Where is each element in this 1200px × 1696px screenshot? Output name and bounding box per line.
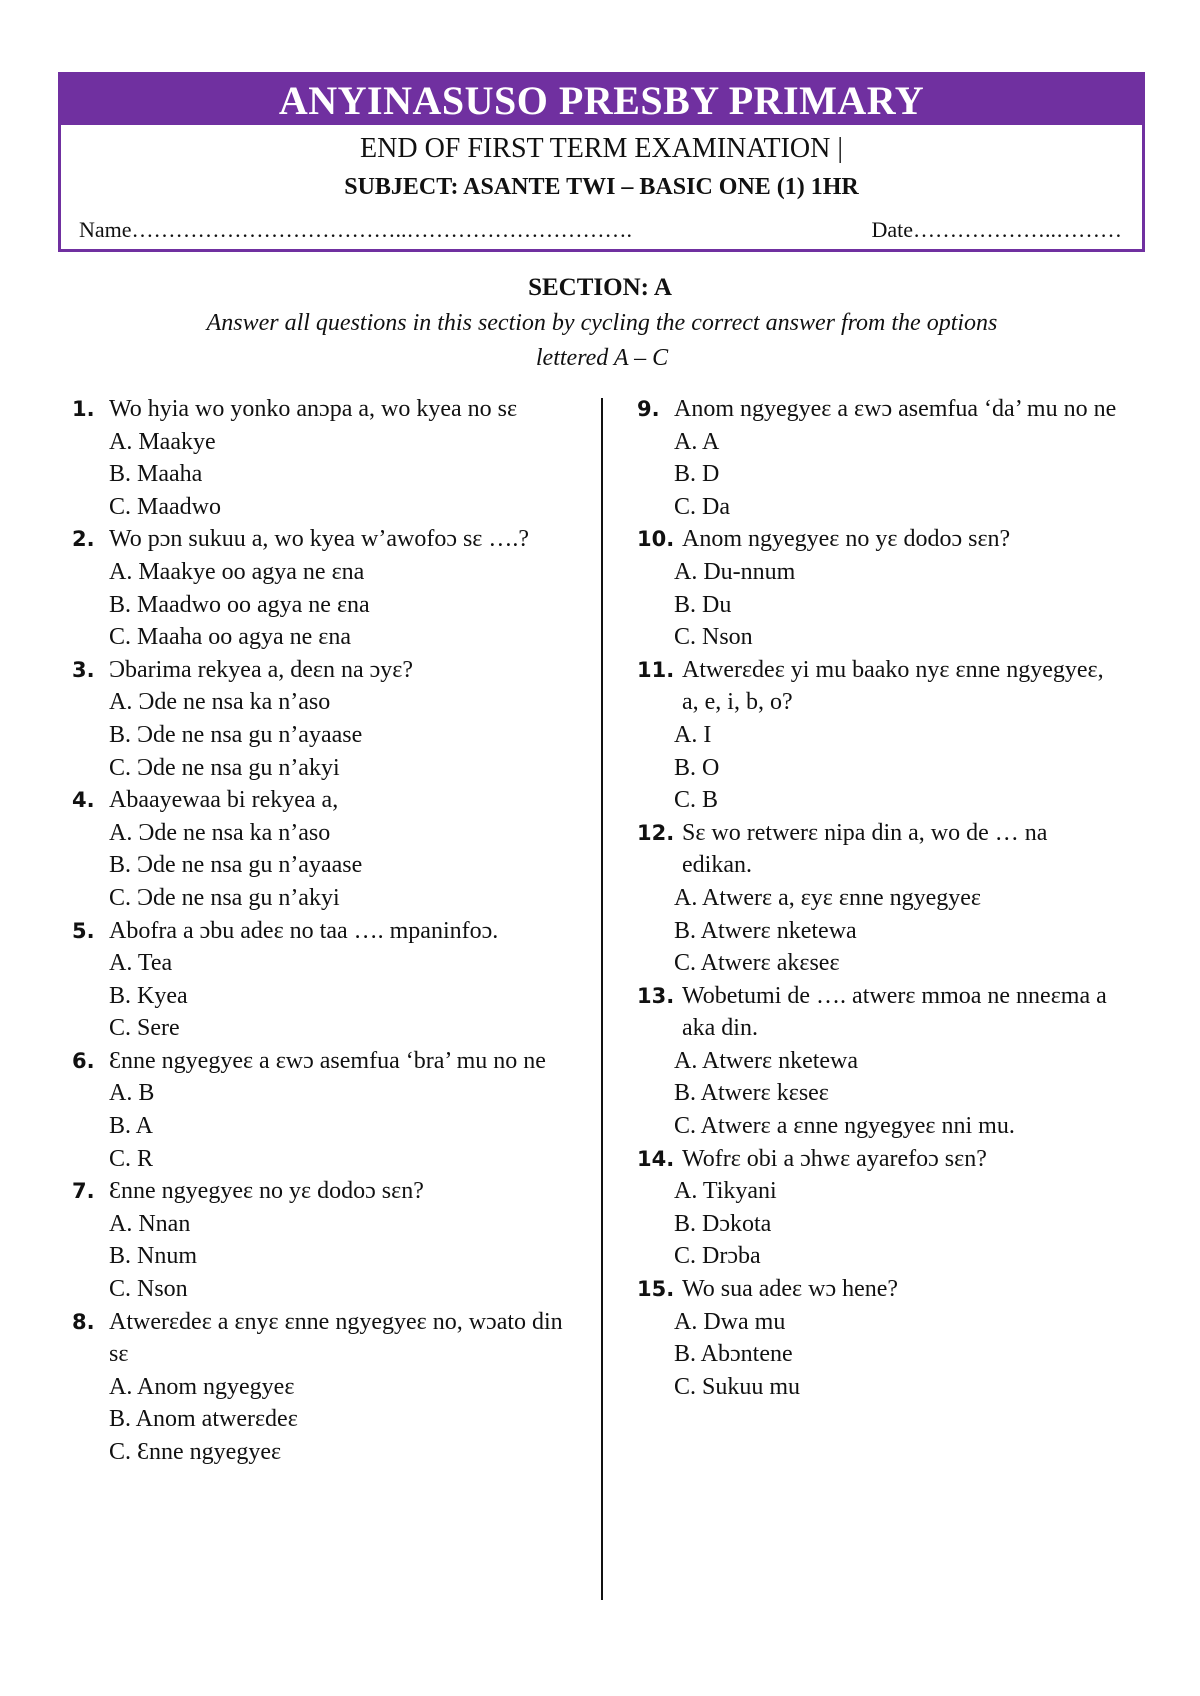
question-number: 7. xyxy=(72,1179,95,1204)
question-text: Anom ngyegyeɛ no yɛ dodoɔ sɛn? xyxy=(682,526,1011,553)
answer-option[interactable]: C. Ɔde ne nsa gu n’akyi xyxy=(109,754,340,781)
answer-option[interactable]: C. Sere xyxy=(109,1015,180,1042)
answer-option[interactable]: C. R xyxy=(109,1145,154,1172)
question-text: Wofrɛ obi a ɔhwɛ ayarefoɔ sɛn? xyxy=(682,1145,987,1172)
answer-option[interactable]: B. Atwerɛ kɛseɛ xyxy=(674,1080,829,1107)
answer-option[interactable]: B. Abɔntene xyxy=(674,1341,793,1368)
answer-option[interactable]: A. Atwerɛ nketewa xyxy=(674,1047,859,1074)
answer-option[interactable]: B. Dɔkota xyxy=(674,1210,772,1237)
answer-option[interactable]: A. Tikyani xyxy=(674,1178,777,1205)
question-text: Wo hyia wo yonko anɔpa a, wo kyea no sɛ xyxy=(109,396,518,422)
name-field: Name………………………………..…………………………. xyxy=(79,217,633,242)
answer-option[interactable]: A. I xyxy=(674,721,712,748)
question-row xyxy=(637,1143,1117,1176)
section-title: SECTION: A xyxy=(528,274,672,301)
question-number: 1. xyxy=(72,397,95,421)
question-row xyxy=(637,1273,1117,1306)
question-number: 9. xyxy=(637,397,660,421)
question-text: Wobetumi de …. atwerɛ mmoa ne nneɛma a aka din. xyxy=(682,982,1107,1042)
question-text: Abofra a ɔbu adeɛ no taa …. mpaninfoɔ. xyxy=(109,917,499,944)
question-item xyxy=(72,915,572,1045)
answer-option[interactable]: A. Anom ngyegyeɛ xyxy=(109,1373,295,1400)
question-row xyxy=(72,1045,572,1078)
answer-option[interactable]: C. Nson xyxy=(674,624,753,651)
question-row xyxy=(72,654,572,687)
question-item xyxy=(637,980,1117,1143)
question-number: 5. xyxy=(72,918,95,943)
question-item xyxy=(72,784,572,914)
question-text: Ɛnne ngyegyeɛ no yɛ dodoɔ sɛn? xyxy=(109,1178,424,1205)
exam-title: END OF FIRST TERM EXAMINATION | xyxy=(360,133,843,164)
answer-option[interactable]: A. Ɔde ne nsa ka n’aso xyxy=(109,689,331,716)
instruction-line-1: Answer all questions in this section by cycling the correct answer from the options xyxy=(206,310,998,336)
question-number: 11. xyxy=(637,657,675,682)
question-item xyxy=(637,1143,1117,1273)
question-row xyxy=(637,817,1117,882)
answer-option[interactable]: A. B xyxy=(109,1080,155,1107)
answer-option[interactable]: B. Atwerɛ nketewa xyxy=(674,917,857,944)
answer-option[interactable]: A. A xyxy=(674,428,720,455)
question-text: Wo pɔn sukuu a, wo kyea w’awofoɔ sɛ ….? xyxy=(109,526,530,553)
question-row xyxy=(637,654,1117,719)
question-row xyxy=(72,784,572,817)
question-row xyxy=(72,393,572,426)
answer-option[interactable]: C. Drɔba xyxy=(674,1243,761,1270)
question-number: 2. xyxy=(72,527,95,552)
answer-option[interactable]: B. Ɔde ne nsa gu n’ayaase xyxy=(109,721,363,748)
subject-line: SUBJECT: ASANTE TWI – BASIC ONE (1) 1HR xyxy=(344,174,859,200)
question-item xyxy=(72,393,572,523)
answer-option[interactable]: C. Sukuu mu xyxy=(674,1373,801,1400)
answer-option[interactable]: C. Maaha oo agya ne ɛna xyxy=(109,624,351,651)
question-row xyxy=(72,915,572,948)
question-number: 12. xyxy=(637,820,675,845)
answer-option[interactable]: C. Nson xyxy=(109,1276,188,1303)
answer-option[interactable]: C. B xyxy=(674,787,719,814)
answer-option[interactable]: A. Nnan xyxy=(109,1210,191,1237)
answer-option[interactable]: C. Ɛnne ngyegyeɛ xyxy=(109,1439,282,1465)
answer-option[interactable]: B. A xyxy=(109,1113,154,1140)
answer-option[interactable]: A. Atwerɛ a, ɛyɛ ɛnne ngyegyeɛ xyxy=(674,884,981,911)
questions-left-column xyxy=(72,393,572,1469)
question-item xyxy=(637,817,1117,980)
answer-option[interactable]: B. Maaha xyxy=(109,461,203,488)
question-row xyxy=(637,980,1117,1045)
question-item xyxy=(72,523,572,653)
question-number: 14. xyxy=(637,1146,675,1171)
question-number: 6. xyxy=(72,1048,95,1073)
school-banner xyxy=(61,75,1142,125)
question-item xyxy=(72,1045,572,1175)
question-item xyxy=(637,393,1117,523)
question-row xyxy=(72,1175,572,1208)
question-number: 15. xyxy=(637,1277,675,1302)
answer-option[interactable]: B. Du xyxy=(674,591,732,618)
question-text: Sɛ wo retwerɛ nipa din a, wo de … na edikan. xyxy=(682,819,1048,879)
question-text: Anom ngyegyeɛ a ɛwɔ asemfua ‘da’ mu no ne xyxy=(674,396,1117,422)
question-item xyxy=(72,1175,572,1305)
question-text: Abaayewaa bi rekyea a, xyxy=(109,787,339,814)
question-number: 4. xyxy=(72,788,95,813)
answer-option[interactable]: C. Atwerɛ a ɛnne ngyegyeɛ nni mu. xyxy=(674,1113,1015,1140)
question-item xyxy=(72,1306,572,1469)
question-number: 3. xyxy=(72,657,95,682)
question-number: 10. xyxy=(637,527,675,552)
question-row xyxy=(637,523,1117,556)
answer-option[interactable]: B. Kyea xyxy=(109,982,188,1009)
question-text: Ɛnne ngyegyeɛ a ɛwɔ asemfua ‘bra’ mu no ne xyxy=(109,1047,546,1074)
section-instruction xyxy=(120,306,1084,376)
question-number: 8. xyxy=(72,1309,95,1334)
answer-option[interactable]: A. Maakye xyxy=(109,428,216,455)
date-field: Date………………..……… xyxy=(871,217,1122,242)
question-text: Ɔbarima rekyea a, deɛn na ɔyɛ? xyxy=(109,656,414,683)
question-item xyxy=(637,654,1117,817)
question-text: Atwerɛdeɛ a ɛnyɛ ɛnne ngyegyeɛ no, wɔato din sɛ xyxy=(109,1308,563,1368)
answer-option[interactable]: B. Maadwo oo agya ne ɛna xyxy=(109,591,370,618)
header-box xyxy=(58,72,1145,252)
column-divider xyxy=(601,398,603,1600)
instruction-line-2: lettered A – C xyxy=(535,345,669,371)
question-item xyxy=(72,654,572,784)
question-number: 13. xyxy=(637,983,675,1008)
question-text: Atwerɛdeɛ yi mu baako nyɛ ɛnne ngyegyeɛ, a, e, i, b, o? xyxy=(682,656,1104,716)
question-text: Wo sua adeɛ wɔ hene? xyxy=(682,1276,899,1303)
answer-option[interactable]: C. Atwerɛ akɛseɛ xyxy=(674,950,840,977)
answer-option[interactable]: B. O xyxy=(674,754,720,781)
answer-option[interactable]: B. Nnum xyxy=(109,1243,198,1270)
question-row xyxy=(72,523,572,556)
name-date-row xyxy=(79,217,1122,243)
answer-option[interactable]: B. Anom atwerɛdeɛ xyxy=(109,1406,298,1433)
question-row xyxy=(72,1306,572,1371)
question-row xyxy=(637,393,1117,426)
answer-option[interactable]: C. Da xyxy=(674,493,730,520)
answer-option[interactable]: B. Ɔde ne nsa gu n’ayaase xyxy=(109,852,363,879)
answer-option[interactable]: A. Dwa mu xyxy=(674,1308,786,1335)
answer-option[interactable]: A. Maakye oo agya ne ɛna xyxy=(109,558,365,585)
question-item xyxy=(637,1273,1117,1403)
answer-option[interactable]: A. Du-nnum xyxy=(674,558,796,585)
answer-option[interactable]: C. Maadwo xyxy=(109,493,221,520)
answer-option[interactable]: C. Ɔde ne nsa gu n’akyi xyxy=(109,884,340,911)
answer-option[interactable]: A. Ɔde ne nsa ka n’aso xyxy=(109,819,331,846)
answer-option[interactable]: B. D xyxy=(674,461,720,488)
question-item xyxy=(637,523,1117,653)
school-name: ANYINASUSO PRESBY PRIMARY xyxy=(278,77,925,123)
answer-option[interactable]: A. Tea xyxy=(109,950,173,977)
questions-right-column xyxy=(637,393,1117,1403)
